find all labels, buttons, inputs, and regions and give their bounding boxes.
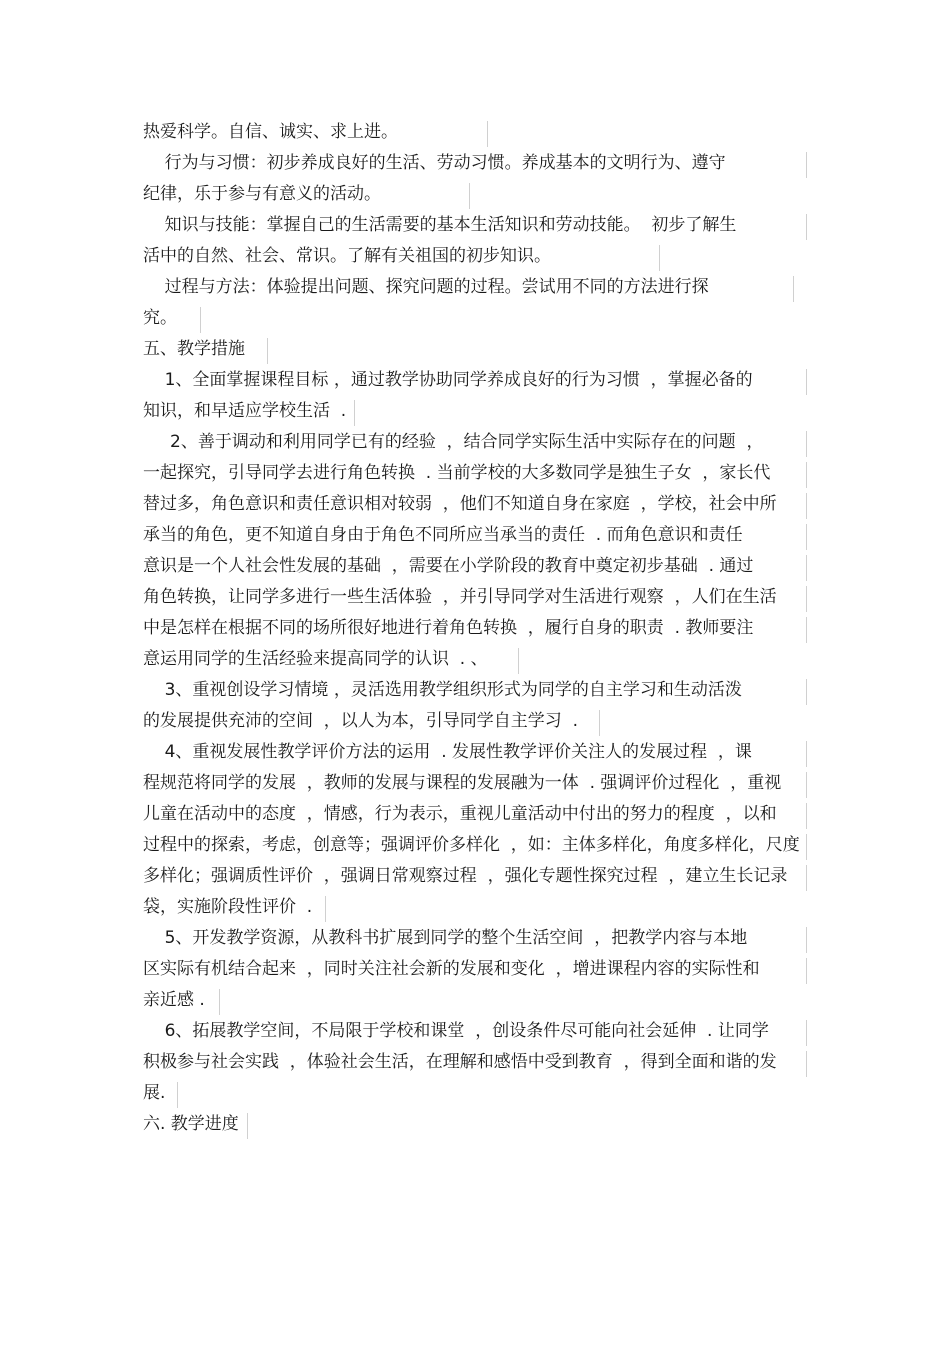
text-line: 1、全面掌握课程目标 ，通过教学协助同学养成良好的行为习惯 ，掌握必备的 [143,369,807,395]
text-line: 多样化；强调质性评价 ，强调日常观察过程 ，强化专题性探究过程 ，建立生长记录 [143,865,807,891]
text-line: 积极参与社会实践 ，体验社会生活，在理解和感悟中受到教育 ，得到全面和谐的发 [143,1051,807,1077]
text-line: 5、开发教学资源，从教科书扩展到同学的整个生活空间 ，把教学内容与本地 [143,927,807,953]
text-line: 区实际有机结合起来 ，同时关注社会新的发展和变化 ，增进课程内容的实际性和 [143,958,807,984]
text-line: 纪律，乐于参与有意义的活动。 [143,183,470,209]
text-line: 过程中的探索，考虑，创意等；强调评价多样化 ，如：主体多样化，角度多样化，尺度 [143,834,807,860]
section-heading: 五、教学措施 [143,338,268,364]
text-line: 程规范将同学的发展 ，教师的发展与课程的发展融为一体 . 强调评价过程化 ，重视 [143,772,807,798]
text-line: 角色转换，让同学多进行一些生活体验 ，并引导同学对生活进行观察 ，人们在生活 [143,586,807,612]
text-line: 过程与方法：体验提出问题、探究问题的过程。尝试用不同的方法进行探 [143,276,794,302]
text-line: 展. [143,1082,178,1108]
text-line: 2、善于调动和利用同学已有的经验 ，结合同学实际生活中实际存在的问题 ， [143,431,807,457]
text-line: 6、拓展教学空间，不局限于学校和课堂 ，创设条件尽可能向社会延伸 . 让同学 [143,1020,807,1046]
text-line: 替过多，角色意识和责任意识相对较弱 ，他们不知道自身在家庭 ，学校，社会中所 [143,493,807,519]
text-line: 究。 [143,307,201,333]
text-line: 意运用同学的生活经验来提高同学的认识 . 、 [143,648,519,674]
text-line: 知识，和早适应学校生活 . [143,400,355,426]
text-line: 活中的自然、社会、常识。了解有关祖国的初步知识。 [143,245,660,271]
section-heading: 六. 教学进度 [143,1113,248,1139]
text-line: 儿童在活动中的态度 ，情感，行为表示，重视儿童活动中付出的努力的程度 ，以和 [143,803,807,829]
text-line: 热爱科学。自信、诚实、求上进。 [143,121,488,147]
text-line: 中是怎样在根据不同的场所很好地进行着角色转换 ，履行自身的职责 . 教师要注 [143,617,807,643]
text-line: 意识是一个人社会性发展的基础 ，需要在小学阶段的教育中奠定初步基础 . 通过 [143,555,807,581]
text-line: 一起探究，引导同学去进行角色转换 . 当前学校的大多数同学是独生子女 ，家长代 [143,462,807,488]
text-line: 承当的角色，更不知道自身由于角色不同所应当承当的责任 . 而角色意识和责任 [143,524,807,550]
text-line: 知识与技能：掌握自己的生活需要的基本生活知识和劳动技能。 初步了解生 [143,214,807,240]
text-line: 4、重视发展性教学评价方法的运用 . 发展性教学评价关注人的发展过程 ，课 [143,741,807,767]
text-line: 袋，实施阶段性评价 . [143,896,326,922]
text-line: 的发展提供充沛的空间 ，以人为本，引导同学自主学习 . [143,710,600,736]
text-line: 行为与习惯：初步养成良好的生活、劳动习惯。养成基本的文明行为、遵守 [143,152,807,178]
text-line: 3、重视创设学习情境 ，灵活选用教学组织形式为同学的自主学习和生动活泼 [143,679,807,705]
text-line: 亲近感 . [143,989,220,1015]
